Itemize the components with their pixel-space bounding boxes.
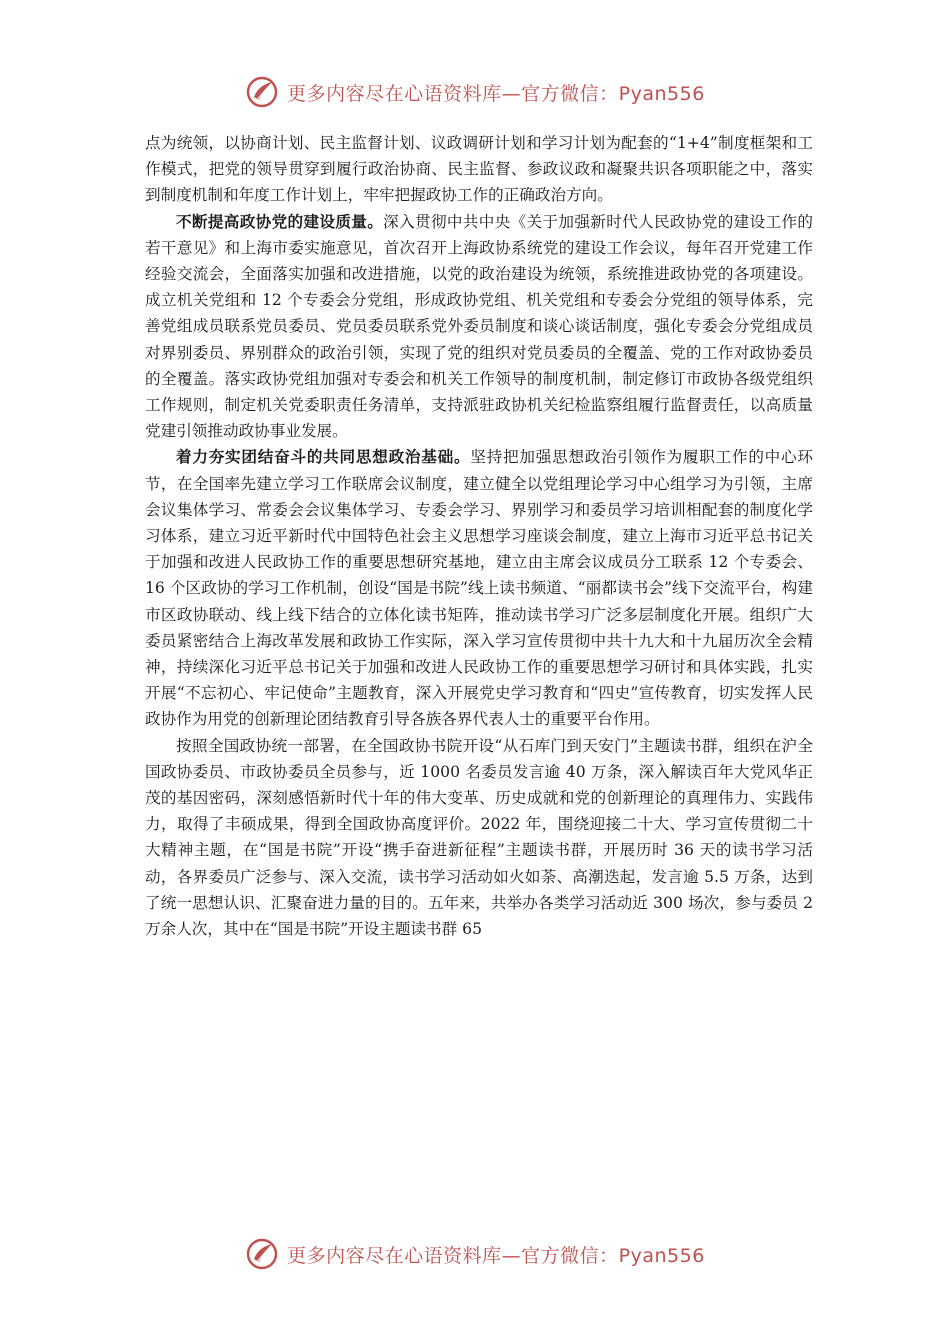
paragraph-1: 点为统领，以协商计划、民主监督计划、议政调研计划和学习计划为配套的“1+4”制度框架和工作模式，把党的领导贯穿到履行政治协商、民主监督、参政议政和凝聚共识各项职能之中，落实到制度机制和年度工作计划上，牢牢把握政协工作的正确政治方向。 <box>145 134 813 205</box>
paragraph-2: 不断提高政协党的建设质量。深入贯彻中共中央《关于加强新时代人民政协党的建设工作的若干意见》和上海市委实施意见，首次召开上海政协系统党的建设工作会议，每年召开党建工作经验交流会，全面落实加强和改进措施，以党的政治建设为统领，系统推进政协党的各项建设。成立机关党组和 12 个专委会分党组，形成政协党组、机关党组和专委会分党组的领导体系，完善党组成员联系党员委员、党员委员联系党外委员制度和谈心谈话制度，强化专委会分党组成员对界别委员、界别群众的政治引领，实现了党的组织对党员委员的全覆盖、党的工作对政协委员的全覆盖。落实政协党组加强对专委会和机关工作领导的制度机制，制定修订市政协各级党组织工作规则，制定机关党委职责任务清单，支持派驻政协机关纪检监察组履行监督责任，以高质量党建引领推动政协事业发展。 <box>145 212 813 441</box>
header-watermark <box>0 70 950 114</box>
paragraph-3: 着力夯实团结奋斗的共同思想政治基础。坚持把加强思想政治引领作为履职工作的中心环节，在全国率先建立学习工作联席会议制度，建立健全以党组理论学习中心组学习为引领，主席会议集体学习、常委会会议集体学习、专委会学习、界别学习和委员学习培训相配套的制度化学习体系，建立习近平新时代中国特色社会主义思想学习座谈会制度，建立上海市习近平总书记关于加强和改进人民政协工作的重要思想研究基地，建立由主席会议成员分工联系 12 个专委会、16 个区政协的学习工作机制，创设“国是书院”线上读书频道、“丽都读书会”线下交流平台，构建市区政协联动、线上线下结合的立体化读书矩阵，推动读书学习广泛多层制度化开展。组织广大委员紧密结合上海改革发展和政协工作实际，深入学习宣传贯彻中共十九大和十九届历次全会精神，持续深化习近平总书记关于加强和改进人民政协工作的重要思想学习研讨和具体实践，扎实开展“不忘初心、牢记使命”主题教育，深入开展党史学习教育和“四史”宣传教育，切实发挥人民政协作为用党的创新理论团结教育引导各族各界代表人士的重要平台作用。 <box>145 448 813 729</box>
paragraph-heading: 不断提高政协党的建设质量。 <box>176 212 384 231</box>
watermark-text: 更多内容尽在心语资料库—官方微信：Pyan556 <box>287 82 705 105</box>
document-body <box>145 130 813 942</box>
paragraph-4: 按照全国政协统一部署，在全国政协书院开设“从石库门到天安门”主题读书群，组织在沪全国政协委员、市政协委员全员参与，近 1000 名委员发言逾 40 万条，深入解读百年大党风华正茂的基因密码，深刻感悟新时代十年的伟大变革、历史成就和党的创新理论的真理伟力、实践伟力，取得了丰硕成果，得到全国政协高度评价。2022 年，围绕迎接二十大、学习宣传贯彻二十大精神主题，在“国是书院”开设“携手奋进新征程”主题读书群，开展历时 36 天的读书学习活动，各界委员广泛参与、深入交流，读书学习活动如火如荼、高潮迭起，发言逾 5.5 万条，达到了统一思想认识、汇聚奋进力量的目的。五年来，共举办各类学习活动近 300 场次，参与委员 2 万余人次，其中在“国是书院”开设主题读书群 65 <box>145 736 813 939</box>
footer-watermark <box>0 1232 950 1276</box>
logo-icon <box>245 1237 279 1271</box>
watermark-text: 更多内容尽在心语资料库—官方微信：Pyan556 <box>287 1244 705 1267</box>
paragraph-heading: 着力夯实团结奋斗的共同思想政治基础。 <box>176 448 471 467</box>
logo-icon <box>245 75 279 109</box>
